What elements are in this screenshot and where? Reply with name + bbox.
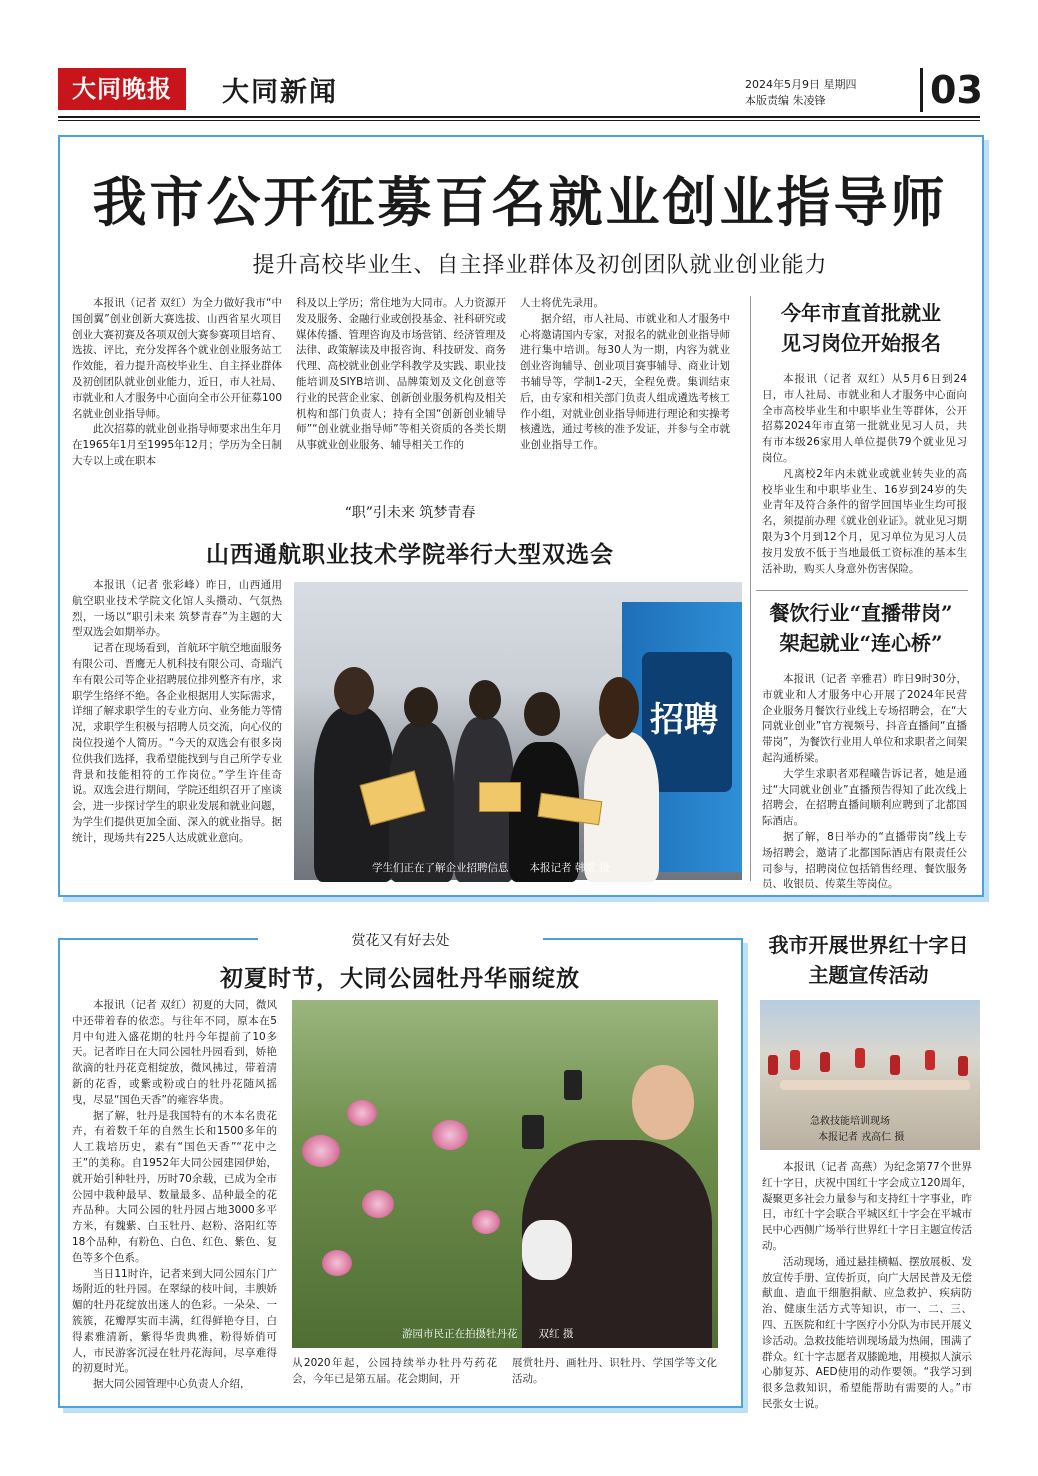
newspaper-logo: 大同晚报 [58,68,186,110]
volunteer-figure [958,1056,968,1076]
story2-body [72,578,282,883]
lead-paragraph: 据介绍，市人社局、市就业和人才服务中心将邀请国内专家，对报名的就业创业指导师进行集中培训。每30人为一期，内容为就业创业咨询辅导、创业项目赛事辅导、商业计划书辅导等，学制1-2天，全程免费。集训结束后，由专家和相关部门负责人组成遴选考核工作小组，对就业创业指导师进行理论和实操考核遴选，通过考核的准予发证，并参与全市就业创业指导工作。 [520,312,730,452]
sidebar3-body [762,1160,972,1410]
student-head [404,687,438,727]
volunteer-figure [768,1055,778,1075]
sidebar1-title-line2: 见习岗位开始报名 [781,331,941,355]
volunteer-figure [820,1052,830,1072]
recruitment-banner-text: 招聘 [650,700,718,740]
sidebar2-title [756,598,966,658]
brochure [479,782,521,812]
volunteer-figure [925,1050,935,1070]
peony-flower [362,1190,394,1218]
sidebar-rule [756,590,968,591]
training-mannequins [780,1080,970,1090]
story3-column-2 [292,1356,497,1396]
lead-paragraph: 本报讯（记者 双红）为全力做好我市“中国创翼”创业创新大赛选拔、山西省星火项目创业大赛初赛及各项双创大赛参赛项目培育、选拔、评比，充分发挥各个就业创业服务站工作效能，着力提升高校毕业生、自主择业群体及初创团队就业创业能力，近日，市人社局、市就业和人才服务中心面向全市公开征募100名就业创业指导师。 [72,297,282,420]
sidebar3-paragraph: 活动现场，通过悬挂横幅、摆放展板、发放宣传手册、宣传折页，向广大居民普及无偿献血、造血干细胞捐献、应急救护、疾病防治、健康生活方式等知识，市一、二、三、四、五医院和红十字医疗小分队为市民开展义诊活动。急救技能培训现场最为热闹，围满了群众。红十字志愿者双膝跪地，用模拟人演示心肺复苏、AED使用的动作要领。“我学习到很多急救知识，希望能帮助有需要的人。”市民张女士说。 [762,1255,972,1410]
peony-flower [302,1135,340,1167]
lead-column-2 [296,296,506,486]
volunteer-figure [855,1048,865,1068]
phone [564,1070,582,1100]
publication-date: 2024年5月9日 星期四 [745,78,857,91]
peony-flower [322,1250,352,1276]
peony-flower [347,1100,377,1126]
volunteer-figure [790,1050,800,1070]
lead-paragraph: 科及以上学历；常住地为大同市。人力资源开发及服务、金融行业或创投基金、社科研究或媒体传播、管理咨询及市场营销、经济管理及法律、政策解读及申报咨询、科技研发、商务代理、高校就业创业学科教学及实践、职业技能培训及SIYB培训、品牌策划及文化创意等行业的民营企业家、创新创业服务机构及相关机构和部门负责人；持有全国“创新创业辅导师”“创业就业指导师”等相关资质的各类长期从事就业创业服务、辅导相关工作的 [296,297,506,452]
first-aid-photo-caption-1: 急救技能培训现场 [810,1116,890,1127]
story3-paragraph: 据了解，牡丹是我国特有的木本名贵花卉，有着数千年的自然生长和1500多年的人工栽培历史，素有“国色天香”“花中之王”的美称。自1952年大同公园建园伊始，就开始引种牡丹，历时70余载，已成为全市公园中栽种最早、数量最多、品种最全的花卉品种。大同公园的牡丹园占地3000多平方米，有魏紫、白玉牡丹、赵粉、洛阳红等18个品种，有粉色、白色、红色、紫色、复色等多个色系。 [72,1109,277,1264]
story3-paragraph: 本报讯（记者 双红）初夏的大同，微风中还带着春的依恋。与往年不同，原本在5月中旬进入盛花期的牡丹今年提前了10多天。记者昨日在大同公园牡丹园看到，娇艳欲滴的牡丹花竞相绽放，微风拂过，带着清新的花香，或紫或粉或白的牡丹花随风摇曳，尽显“国色天香”的雍容华贵。 [72,999,277,1106]
page-number: 03 [930,68,983,112]
sidebar3-title-line2: 主题宣传活动 [808,963,929,987]
sidebar3-title [756,930,981,990]
sidebar2-title-line1: 餐饮行业“直播带岗” [769,601,953,625]
lead-headline: 我市公开征募百名就业创业指导师 [92,170,948,234]
peony-photo-caption: 游园市民正在拍摄牡丹花 双红 摄 [402,1328,574,1340]
story2-paragraph: 记者在现场看到，首航环宇航空地面服务有限公司、晋鹰无人机科技有限公司、奇瑞汽车有限公司等企业招聘展位排列整齐有序，求职学生络绎不绝。各企业根据用人实际需求，详细了解求职学生的专业方向、业务能力等情况，求职学生积极与招聘人员交流，向心仪的岗位投递个人简历。“今天的双选会有很多岗位供我们选择，我希望能找到与自己所学专业背景和技能相符的工作岗位。”学生许佳奇说。双选会进行期间，学院还组织召开了座谈会，进一步探讨学生的职业发展和就业问题，为学生们提供更加全面、深入的就业指导。据统计，现场共有225人达成就业意向。 [72,642,282,844]
first-aid-photo [760,1000,980,1150]
sidebar1-paragraph: 凡离校2年内未就业或就业转失业的高校毕业生和中职毕业生、16岁到24岁的失业青年及符合条件的留学回国毕业生均可报名，须提前办理《就业创业证》。就业见习期限为3个月到12个月，见习单位为见习人员按月发放不低于当地最低工资标准的基本生活补助，购买人身意外伤害保险。 [762,467,967,575]
sidebar3-paragraph: 本报讯（记者 高燕）为纪念第77个世界红十字日，庆祝中国红十字会成立120周年，凝聚更多社会力量参与和支持红十字事业，昨日，市红十字会联合平城区红十字会在平城市民中心西侧广场举行世界红十字日主题宣传活动。 [762,1161,972,1252]
sidebar1-paragraph: 本报讯（记者 双红）从5月6日到24日，市人社局、市就业和人才服务中心面向全市高校毕业生和中职毕业生等群体，公开招募2024年市直第一批就业见习人员，共有市本级26家用人单位提供79个就业见习岗位。 [762,373,967,464]
story3-column-1 [72,998,277,1393]
peony-photo [292,1000,718,1348]
story3-paragraph: 展赏牡丹、画牡丹、识牡丹、学国学等文化活动。 [512,1357,717,1385]
sidebar2-paragraph: 据了解，8日举办的“直播带岗”线上专场招聘会，邀请了北都国际酒店有限责任公司参与，招聘岗位包括销售经理、餐饮服务员、收银员、传菜生等岗位。 [762,830,967,891]
story3-kicker: 赏花又有好去处 [258,930,543,950]
lead-paragraph: 此次招募的就业创业指导师要求出生年月在1965年1月至1995年12月；学历为全日制大专以上或在职本 [72,423,282,467]
story3-headline: 初夏时节，大同公园牡丹华丽绽放 [220,965,580,992]
story3-paragraph: 从2020年起，公园持续举办牡丹芍药花会，今年已是第五届。花会期间，开 [292,1357,497,1385]
recruiter-head [599,677,639,739]
sidebar2-title-line2: 架起就业“连心桥” [779,631,943,655]
sidebar1-title-line1: 今年市直首批就业 [781,301,941,325]
masthead-rule-thin [58,120,980,121]
masthead-rule [58,116,980,118]
story2-paragraph: 本报讯（记者 张彩峰）昨日，山西通用航空职业技术学院文化馆人头攒动、气氛热烈，一场以“职引未来 筑梦青春”为主题的大型双选会如期举办。 [72,579,282,639]
masthead-divider [920,68,923,112]
sidebar1-title [756,298,966,358]
sidebar2-paragraph: 本报讯（记者 辛雅君）昨日9时30分，市就业和人才服务中心开展了2024年民营企业服务月餐饮行业线上专场招聘会，在“大同就业创业”官方视频号、抖音直播间“直播带岗”，为餐饮行业用人单位和求职者之间架起沟通桥梁。 [762,673,967,764]
first-aid-photo-caption-2: 本报记者 戎高仁 摄 [818,1132,905,1143]
page-editor: 本版责编 朱凌锋 [745,94,826,107]
peony-flower [432,1120,468,1150]
phone [522,1115,544,1149]
student-head [469,680,501,720]
sidebar1-body [762,372,967,587]
student-head [524,692,560,736]
story2-headline: 山西通航职业技术学院举行大型双选会 [206,541,614,568]
job-fair-photo-caption: 学生们正在了解企业招聘信息 本报记者 韩堂 摄 [372,862,610,874]
story2-kicker: “职”引未来 筑梦青春 [344,505,476,521]
lead-column-1 [72,296,282,486]
sidebar3-title-line1: 我市开展世界红十字日 [768,933,969,957]
job-fair-photo [294,582,742,880]
student-head [334,667,374,715]
visitor-face [632,1065,694,1140]
story3-paragraph: 据大同公园管理中心负责人介绍， [93,1378,251,1391]
lead-subheadline: 提升高校毕业生、自主择业群体及初创团队就业创业能力 [252,253,828,278]
lead-column-3 [520,296,730,486]
story3-paragraph: 当日11时许，记者来到大同公园东门广场附近的牡丹园。在翠绿的枝叶间，丰腴娇媚的牡丹花绽放出迷人的色彩。一朵朵、一簇簇，花瓣厚实而丰满，红得鲜艳夺目，白得素雅清新，紫得华贵典雅，粉得娇俏可人，市民游客沉浸在牡丹花海间，尽享难得的初夏时光。 [72,1267,277,1375]
sidebar2-body [762,672,967,891]
lead-paragraph: 人士将优先录用。 [520,297,604,309]
white-bag [522,1220,572,1280]
story3-column-3 [512,1356,717,1396]
column-divider [750,296,751,881]
section-name: 大同新闻 [222,77,338,108]
sidebar2-paragraph: 大学生求职者邓程曦告诉记者，她是通过“大同就业创业”直播预告得知了此次线上招聘会，在招聘直播间顺利应聘到了北都国际酒店。 [762,767,967,828]
peony-flower [472,1210,500,1234]
volunteer-figure [890,1055,900,1075]
